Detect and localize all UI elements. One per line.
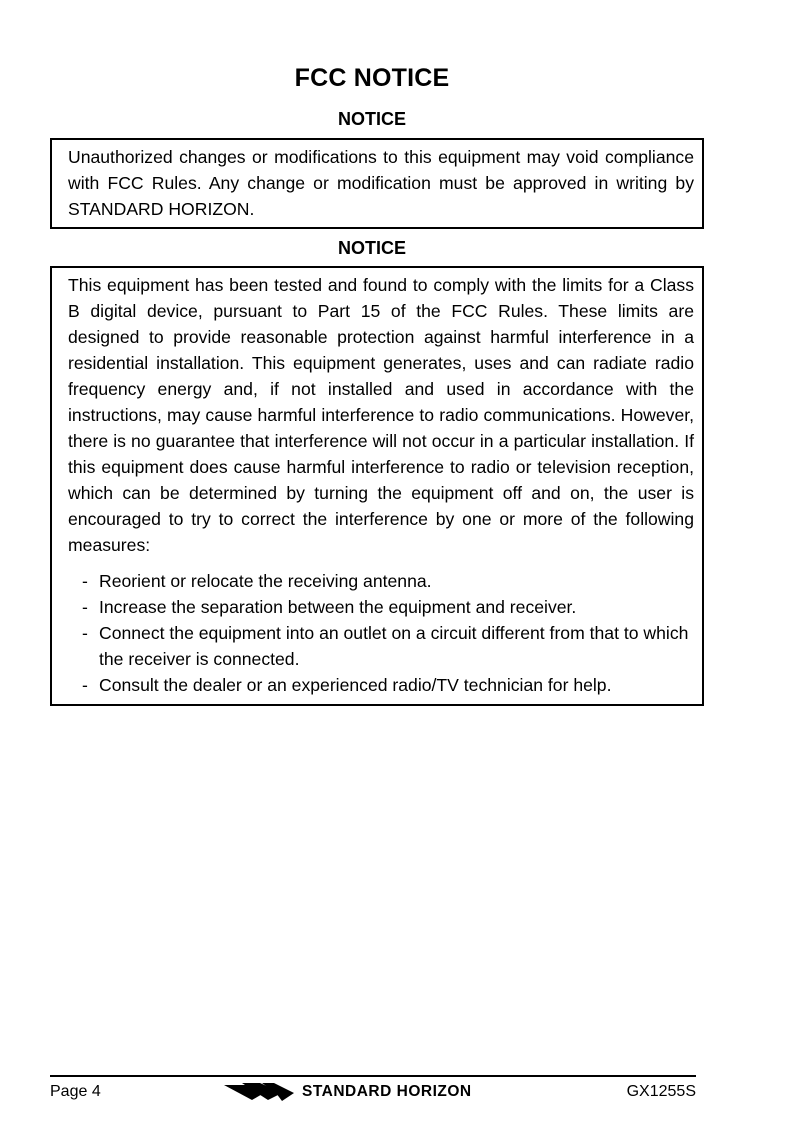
dash-marker: - [82,597,88,617]
list-item [68,568,694,594]
dash-marker: - [82,571,88,591]
page-title: FCC NOTICE [294,64,450,92]
notice-box-2 [50,266,704,706]
footer-model: GX1255S [626,1083,696,1100]
notice-body-2: This equipment has been tested and found to comply with the limits for a Class B digital device, pursuant to Part 15 of the FCC Rules. These limits are designed to provide reasonable protection against harmful interference in a residential installation. This equipment generates, uses and can radiate radio frequency energy and, if not installed and used in accordance with the instructions, may cause harmful interference to radio communications. However, there is no guarantee that interference will not occur in a particular installation. If this equipment does cause harmful interference to radio or television reception, which can be determined by turning the equipment off and on, the user is encouraged to try to correct the interference by one or more of the following measures: [68,275,694,555]
list-item [68,672,694,698]
footer-logo-text: STANDARD HORIZON [302,1083,472,1100]
measure-text: Consult the dealer or an experienced radio/TV technician for help. [99,675,612,695]
footer-divider [50,1075,696,1077]
list-item [68,594,694,620]
notice-body-1: Unauthorized changes or modifications to this equipment may void compliance with FCC Rules. Any change or modification must be approved in writing by STANDARD HORIZON. [68,147,694,219]
standard-horizon-logo-icon [224,1082,294,1102]
measure-text: Increase the separation between the equipment and receiver. [99,597,577,617]
footer-page-number: Page 4 [50,1083,101,1100]
notice-heading-2: NOTICE [337,238,406,258]
dash-marker: - [82,623,88,643]
measure-text: Reorient or relocate the receiving antenna. [99,571,432,591]
measure-text: Connect the equipment into an outlet on a circuit different from that to which the receiver is connected. [99,623,689,669]
footer-logo [224,1081,472,1103]
list-item [68,620,694,672]
dash-marker: - [82,675,88,695]
notice-heading-1: NOTICE [337,109,406,129]
notice-box-1 [50,138,704,229]
measures-list [68,568,694,698]
